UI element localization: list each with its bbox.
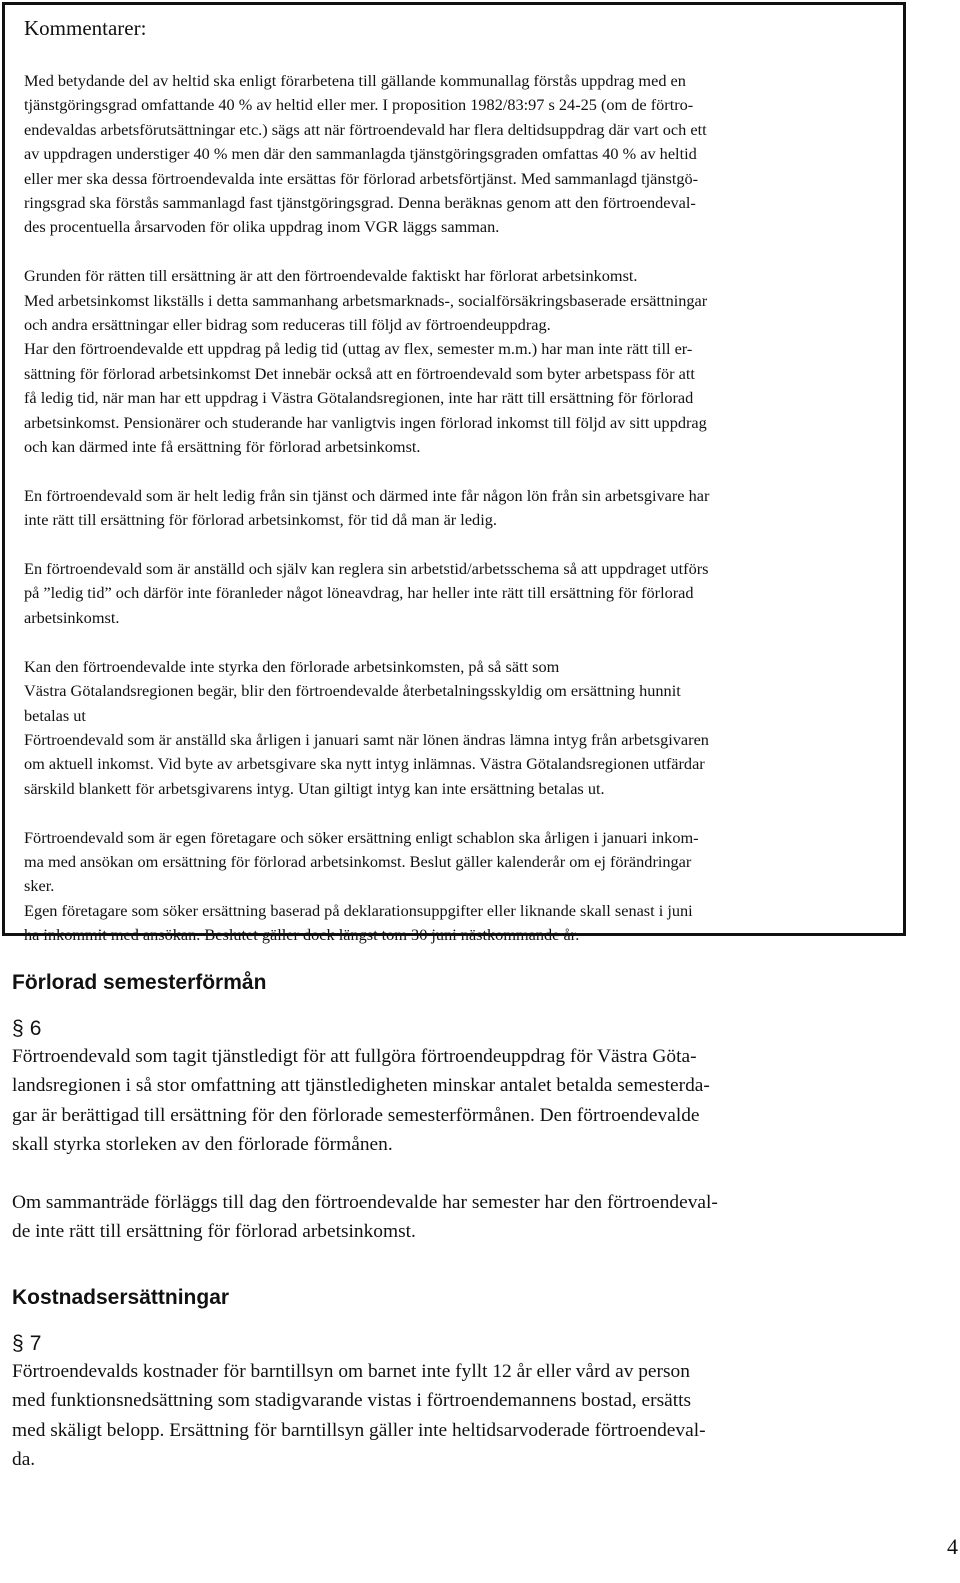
paragraph-number: 6 bbox=[29, 1017, 42, 1040]
text-line: och andra ersättningar eller bidrag som reduceras till följd av förtroendeuppdrag. bbox=[24, 315, 551, 335]
text-line: da. bbox=[12, 1448, 36, 1470]
comment-paragraph bbox=[24, 655, 887, 801]
text-line: En förtroendevald som är anställd och själv kan reglera sin arbetstid/arbetsschema så att uppdraget utförs bbox=[24, 559, 709, 579]
text-line: Kan den förtroendevalde inte styrka den förlorade arbetsinkomsten, på så sätt som bbox=[24, 656, 560, 676]
body-paragraph bbox=[12, 1357, 942, 1474]
comment-paragraph bbox=[24, 557, 887, 630]
paragraph-number: 7 bbox=[29, 1332, 42, 1355]
body-paragraph bbox=[12, 1188, 942, 1247]
text-line: på ”ledig tid” och därför inte föranleder något löneavdrag, har heller inte rätt till ersättning för förlorad bbox=[24, 583, 694, 603]
text-line: Med betydande del av heltid ska enligt förarbetena till gällande kommunallag förstås uppdrag med en bbox=[24, 71, 686, 90]
section-sign: § bbox=[12, 1332, 24, 1355]
text-line: skall styrka storleken av den förlorade förmånen. bbox=[12, 1133, 393, 1155]
text-line: med funktionsnedsättning som stadigvarande vistas i förtroendemannens bostad, ersätts bbox=[12, 1390, 692, 1412]
text-line: ha inkommit med ansökan. Beslutet gäller dock längst tom 30 juni nästkommande år. bbox=[24, 925, 580, 945]
text-line: gar är berättigad till ersättning för den förlorade semesterförmånen. Den förtroendevalde bbox=[12, 1104, 700, 1126]
comment-paragraph bbox=[24, 264, 887, 459]
section-heading: Förlorad semesterförmån bbox=[12, 971, 267, 994]
text-line: Förtroendevald som är anställd ska årligen i januari samt när lönen ändras lämna intyg från arbetsgivaren bbox=[24, 729, 709, 749]
text-line: om aktuell inkomst. Vid byte av arbetsgivare ska nytt intyg inlämnas. Västra Götalandsregionen utfärdar bbox=[24, 754, 705, 774]
comment-paragraph bbox=[24, 69, 887, 240]
page-number: 4 bbox=[947, 1534, 958, 1559]
section-sign: § bbox=[12, 1017, 24, 1040]
text-line: En förtroendevald som är helt ledig från sin tjänst och därmed inte får någon lön från sin arbetsgivare har bbox=[24, 485, 710, 505]
paragraph-mark bbox=[12, 1016, 942, 1042]
text-line: sättning för förlorad arbetsinkomst Det innebär också att en förtroendevald som byter arbetspass för att bbox=[24, 363, 695, 383]
text-line: betalas ut bbox=[24, 705, 86, 725]
comments-title: Kommentarer: bbox=[24, 16, 147, 40]
text-line: ma med ansökan om ersättning för förlorad arbetsinkomst. Beslut gäller kalenderår om ej förändringar bbox=[24, 851, 692, 871]
section-cost-compensation bbox=[12, 1285, 942, 1503]
text-line: sker. bbox=[24, 876, 55, 896]
comment-paragraph bbox=[24, 484, 887, 533]
text-line: Västra Götalandsregionen begär, blir den förtroendevalde återbetalningsskyldig om ersättning hunnit bbox=[24, 681, 681, 701]
text-line: endevaldas arbetsförutsättningar etc.) sägs att när förtroendevald har flera deltidsuppdrag där vart och ett bbox=[24, 119, 707, 139]
paragraph-mark bbox=[12, 1331, 942, 1357]
text-line: arbetsinkomst. Pensionärer och studerande har vanligtvis ingen förlorad inkomst till följd av sitt uppdrag bbox=[24, 412, 707, 432]
text-line: Egen företagare som söker ersättning baserad på deklarationsuppgifter eller liknande skall senast i juni bbox=[24, 900, 693, 920]
text-line: inte rätt till ersättning för förlorad arbetsinkomst, för tid då man är ledig. bbox=[24, 510, 497, 530]
text-line: särskild blankett för arbetsgivarens intyg. Utan giltigt intyg kan inte ersättning betalas ut. bbox=[24, 778, 605, 798]
text-line: och kan därmed inte få ersättning för förlorad arbetsinkomst. bbox=[24, 437, 421, 457]
text-line: Om sammanträde förläggs till dag den förtroendevalde har semester har den förtroendeval- bbox=[12, 1192, 718, 1214]
section-lost-vacation-benefit bbox=[12, 970, 942, 1276]
text-line: tjänstgöringsgrad omfattande 40 % av heltid eller mer. I proposition 1982/83:97 s 24-25 (om de förtro- bbox=[24, 95, 694, 115]
text-line: arbetsinkomst. bbox=[24, 607, 120, 627]
text-line: Förtroendevald som tagit tjänstledigt för att fullgöra förtroendeuppdrag för Västra Göta- bbox=[12, 1046, 697, 1067]
text-line: Med arbetsinkomst likställs i detta sammanhang arbetsmarknads-, socialförsäkringsbaserade ersättningar bbox=[24, 290, 708, 310]
text-line: av uppdragen understiger 40 % men där den sammanlagda tjänstgöringsgraden omfattas 40 % av heltid bbox=[24, 144, 697, 164]
text-line: Förtroendevalds kostnader för barntillsyn om barnet inte fyllt 12 år eller vård av person bbox=[12, 1361, 690, 1382]
text-line: de inte rätt till ersättning för förlorad arbetsinkomst. bbox=[12, 1221, 416, 1243]
comment-paragraph bbox=[24, 826, 887, 948]
text-line: des procentuella årsarvoden för olika uppdrag inom VGR läggs samman. bbox=[24, 217, 500, 237]
text-line: få ledig tid, när man har ett uppdrag i Västra Götalandsregionen, inte har rätt till ersättning för förlorad bbox=[24, 388, 694, 408]
text-line: Har den förtroendevalde ett uppdrag på ledig tid (uttag av flex, semester m.m.) har man inte rätt till er- bbox=[24, 339, 693, 359]
comments-box bbox=[2, 2, 906, 945]
text-line: ringsgrad ska förstås sammanlagd fast tjänstgöringsgrad. Denna beräknas genom att den förtroendeval- bbox=[24, 193, 696, 213]
text-line: landsregionen i så stor omfattning att tjänstledigheten minskar antalet betalda semesterda- bbox=[12, 1075, 710, 1097]
section-heading: Kostnadsersättningar bbox=[12, 1286, 230, 1309]
text-line: Grunden för rätten till ersättning är att den förtroendevalde faktiskt har förlorat arbetsinkomst. bbox=[24, 266, 638, 286]
text-line: Förtroendevald som är egen företagare och söker ersättning enligt schablon ska årligen i januari inkom- bbox=[24, 827, 699, 847]
text-line: eller mer ska dessa förtroendevalda inte ersättas för förlorad arbetsförtjänst. Med sammanlagd tjänstgö- bbox=[24, 168, 699, 188]
text-line: med skäligt belopp. Ersättning för barntillsyn gäller inte heltidsarvoderade förtroendeval- bbox=[12, 1419, 706, 1441]
body-paragraph bbox=[12, 1042, 942, 1159]
